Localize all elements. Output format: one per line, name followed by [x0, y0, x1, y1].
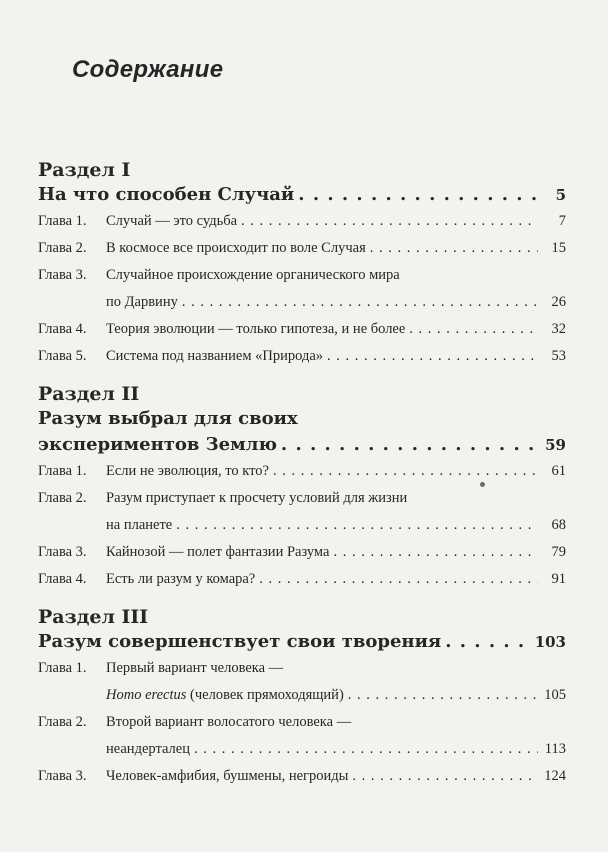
- section-title: Разум совершенствует свои творения: [38, 631, 442, 652]
- chapter-title: Если не эволюция, то кто?: [106, 463, 269, 479]
- chapter-title-line: по Дарвину: [106, 294, 178, 310]
- chapter-number: Глава 4.: [38, 321, 87, 337]
- section-label: Раздел III: [38, 606, 149, 628]
- chapter-number: Глава 1.: [38, 660, 87, 676]
- chapter-number: Глава 3.: [38, 544, 87, 560]
- chapter-title: Теория эволюции — только гипотеза, и не более: [106, 321, 406, 337]
- chapter-title: Кайнозой — полет фантазии Разума: [106, 544, 330, 560]
- dot-leader: [409, 316, 538, 343]
- chapter-entry: [38, 343, 566, 370]
- chapter-entry: [38, 655, 566, 709]
- chapter-title: Человек-амфибия, бушмены, негроиды: [106, 768, 349, 784]
- dot-leader: [327, 343, 538, 370]
- page-number: 61: [551, 463, 566, 479]
- section-title-line: экспериментов Землю: [38, 434, 277, 455]
- page-number: 124: [544, 768, 566, 784]
- page-number: 68: [551, 517, 566, 533]
- print-speck: [480, 482, 485, 487]
- chapter-number: Глава 5.: [38, 348, 87, 364]
- page-number: 91: [551, 571, 566, 587]
- page-number: 103: [534, 633, 566, 651]
- dot-leader: [176, 512, 538, 539]
- section-title-line: Разум выбрал для своих: [38, 408, 298, 429]
- page-number: 26: [551, 294, 566, 310]
- dot-leader: [259, 566, 538, 593]
- chapter-entry: [38, 566, 566, 593]
- latin-gloss: (человек прямоходящий): [186, 687, 344, 703]
- dot-leader: [370, 235, 538, 262]
- chapter-title-line: Случайное происхождение органического мира: [106, 267, 400, 283]
- chapter-entry: [38, 763, 566, 790]
- page-title: Содержание: [72, 56, 224, 83]
- section-title: На что способен Случай: [38, 184, 295, 205]
- dot-leader: [298, 182, 538, 208]
- chapter-entry: [38, 235, 566, 262]
- chapter-title-line: на планете: [106, 517, 173, 533]
- chapter-title-line: Первый вариант человека —: [106, 660, 284, 676]
- dot-leader: [194, 736, 538, 763]
- chapter-title-line: [106, 682, 344, 709]
- dot-leader: [273, 458, 538, 485]
- page-number: 32: [551, 321, 566, 337]
- dot-leader: [333, 539, 538, 566]
- table-of-contents: [38, 158, 566, 802]
- dot-leader: [445, 629, 530, 655]
- dot-leader: [281, 432, 538, 458]
- chapter-number: Глава 1.: [38, 213, 87, 229]
- chapter-entry: [38, 208, 566, 235]
- dot-leader: [348, 682, 538, 709]
- chapter-title: Случай — это судьба: [106, 213, 238, 229]
- dot-leader: [182, 289, 538, 316]
- page-number: 5: [555, 186, 566, 204]
- section-label: Раздел I: [38, 159, 131, 181]
- page-number: 15: [551, 240, 566, 256]
- section-1: [38, 158, 566, 370]
- section-label: Раздел II: [38, 383, 140, 405]
- page-number: 7: [558, 213, 566, 229]
- chapter-entry: [38, 316, 566, 343]
- section-3: [38, 605, 566, 790]
- chapter-title: Есть ли разум у комара?: [106, 571, 256, 587]
- chapter-number: Глава 2.: [38, 240, 87, 256]
- chapter-entry: [38, 458, 566, 485]
- section-2: [38, 382, 566, 593]
- section-title-row: [38, 182, 566, 208]
- chapter-entry: [38, 262, 566, 316]
- section-title-row: [38, 406, 566, 458]
- dot-leader: [352, 763, 538, 790]
- dot-leader: [241, 208, 538, 235]
- chapter-number: Глава 3.: [38, 267, 87, 283]
- page-number: 113: [544, 741, 566, 757]
- chapter-number: Глава 4.: [38, 571, 87, 587]
- chapter-number: Глава 3.: [38, 768, 87, 784]
- latin-term: Homo erectus: [106, 687, 187, 703]
- chapter-number: Глава 2.: [38, 490, 87, 506]
- chapter-number: Глава 2.: [38, 714, 87, 730]
- chapter-title: Система под названием «Природа»: [106, 348, 324, 364]
- chapter-entry: [38, 539, 566, 566]
- chapter-title-line: Второй вариант волосатого человека —: [106, 714, 352, 730]
- chapter-title: В космосе все происходит по воле Случая: [106, 240, 366, 256]
- chapter-number: Глава 1.: [38, 463, 87, 479]
- page-number: 79: [551, 544, 566, 560]
- page-number: 59: [545, 436, 566, 454]
- page-number: 105: [544, 687, 566, 703]
- page-number: 53: [551, 348, 566, 364]
- chapter-entry: [38, 485, 566, 539]
- chapter-title-line: неандерталец: [106, 741, 190, 757]
- section-title-row: [38, 629, 566, 655]
- chapter-title-line: Разум приступает к просчету условий для жизни: [106, 490, 408, 506]
- chapter-entry: [38, 709, 566, 763]
